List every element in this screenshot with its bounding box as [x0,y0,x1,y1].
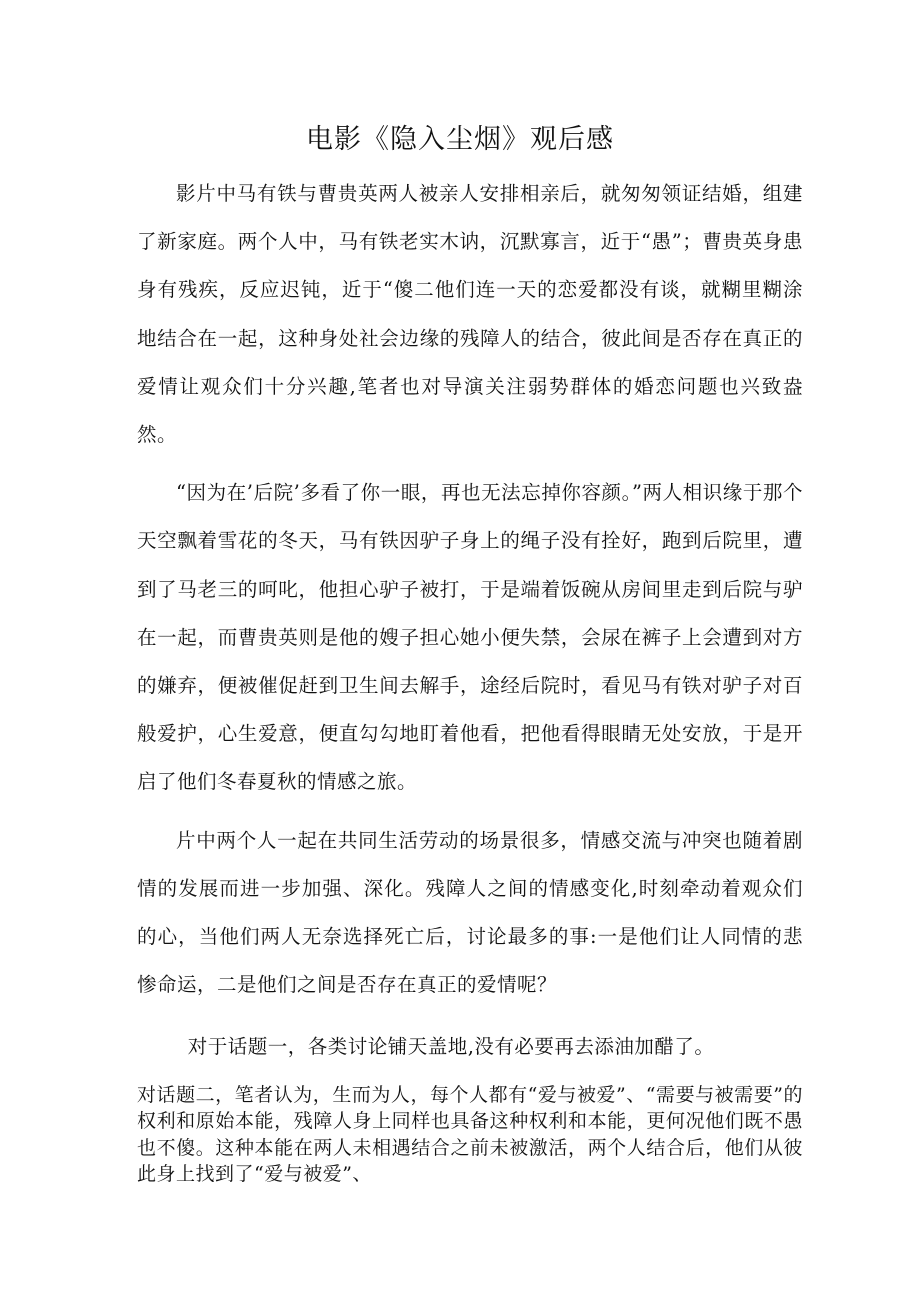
paragraph-1: 影片中马有铁与曹贵英两人被亲人安排相亲后，就匆匆领证结婚，组建了新家庭。两个人中，马有铁老实木讷，沉默寡言，近于“愚”；曹贵英身患身有残疾，反应迟钝，近于“傻二他们连一天的恋爱都没有谈，就糊里糊涂地结合在一起，这种身处社会边缘的残障人的结合，彼此间是否存在真正的爱情让观众们十分兴趣,笔者也对导演关注弱势群体的婚恋问题也兴致盎然。 [137,182,803,447]
document-body [137,170,803,1188]
paragraph-3: 片中两个人一起在共同生活劳动的场景很多，情感交流与冲突也随着剧情的发展而进一步加强、深化。残障人之间的情感变化,时刻牵动着观众们的心，当他们两人无奈选择死亡后，讨论最多的事:一是他们让人同情的悲惨命运，二是他们之间是否存在真正的爱情呢？ [137,828,803,997]
paragraph-2: “因为在’后院’多看了你一眼，再也无法忘掉你容颜。”两人相识缘于那个天空飘着雪花的冬天，马有铁因驴子身上的绳子没有拴好，跑到后院里，遭到了马老三的呵叱，他担心驴子被打，于是端着饭碗从房间里走到后院与驴在一起，而曹贵英则是他的嫂子担心她小便失禁，会尿在裤子上会遭到对方的嫌弃，便被催促赶到卫生间去解手，途经后院时，看见马有铁对驴子对百般爱护，心生爱意，便直勾勾地盯着他看，把他看得眼睛无处安放，于是开启了他们冬春夏秋的情感之旅。 [137,481,803,794]
document-title: 电影《隐入尘烟》观后感 [306,124,614,155]
paragraph-5: 对话题二，笔者认为，生而为人，每个人都有“爱与被爱”、“需要与被需要”的权利和原始本能，残障人身上同样也具备这种权利和本能，更何况他们既不愚也不傻。这种本能在两人未相遇结合之前未被激活，两个人结合后，他们从彼此身上找到了“爱与被爱”、 [137,1083,803,1186]
paragraph-4: 对于话题一，各类讨论铺天盖地,没有必要再去添油加醋了。 [187,1035,715,1059]
